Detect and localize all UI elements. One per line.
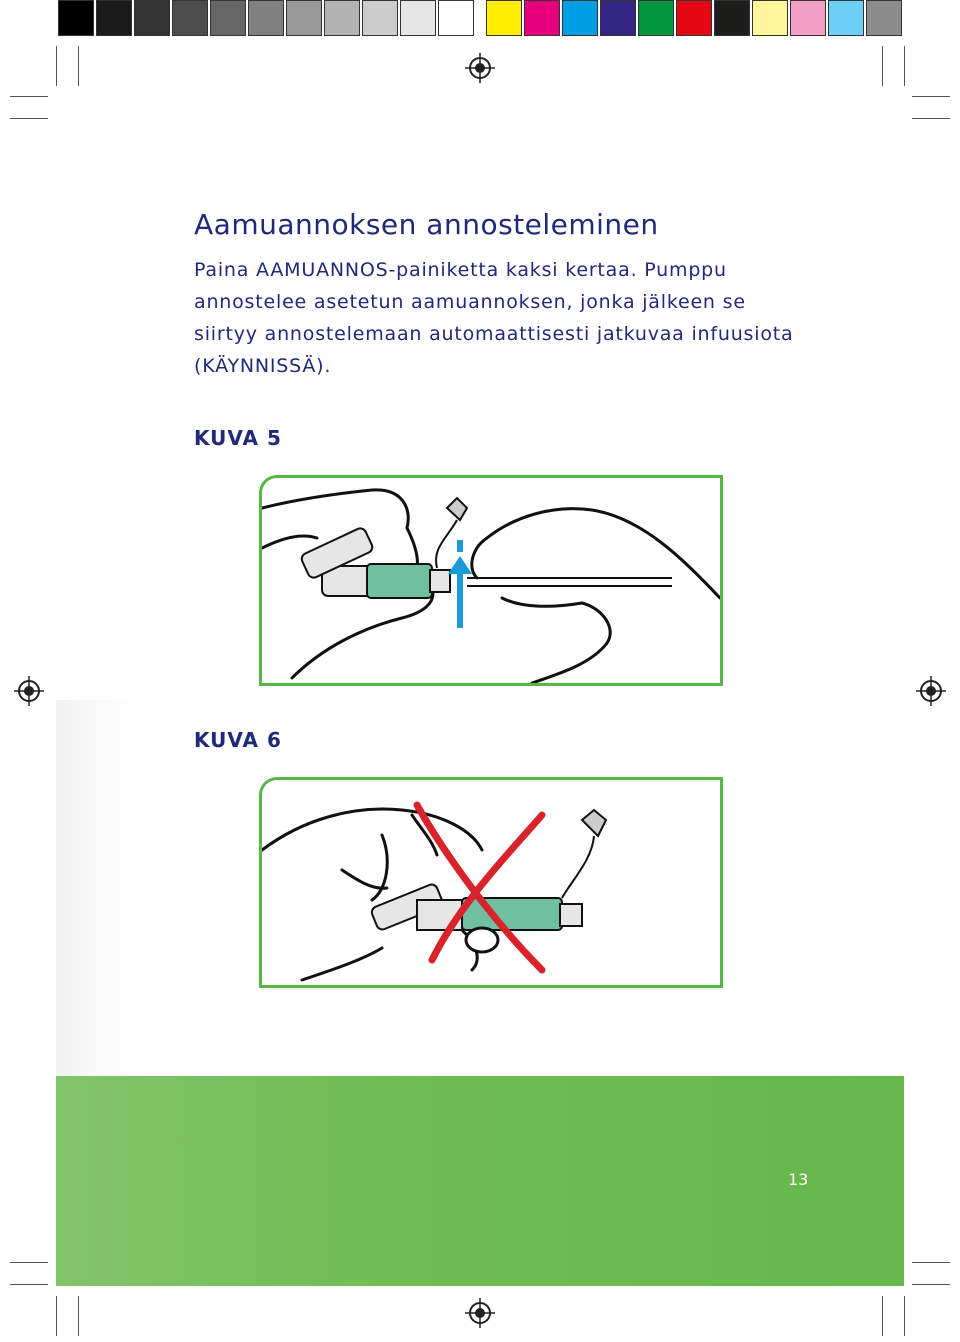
crop-mark [78,1296,79,1336]
up-arrow-icon [448,556,472,628]
color-swatch [324,0,360,36]
crop-mark [912,118,950,119]
crop-mark [912,1262,950,1263]
hand-holding-device-illustration [262,780,720,985]
crop-mark [56,1296,57,1336]
footer-band [56,1076,904,1286]
crop-mark [912,1284,950,1285]
crop-mark [10,118,48,119]
color-swatch [600,0,636,36]
page-title: Aamuannoksen annosteleminen [194,208,659,241]
registration-mark-icon [14,676,44,706]
color-swatch [790,0,826,36]
crop-mark [10,1262,48,1263]
color-swatch [638,0,674,36]
figure-6 [259,777,723,988]
color-swatch [134,0,170,36]
color-swatch [248,0,284,36]
color-swatch [210,0,246,36]
crop-mark [912,96,950,97]
figure-5 [259,475,723,686]
figure-5-label: KUVA 5 [194,426,282,450]
figure-6-label: KUVA 6 [194,728,282,752]
color-swatch [562,0,598,36]
instruction-paragraph: Paina AAMUANNOS-painiketta kaksi kertaa. Pumppu annostelee asetetun aamuannoksen, jonka jälkeen se siirtyy annostelemaan automaattisesti jatkuvaa infuusiota (KÄYNNISSÄ). [194,259,794,377]
page-shadow [56,700,136,1080]
color-swatch [676,0,712,36]
crop-mark [78,46,79,86]
color-swatch [362,0,398,36]
gray-swatch-bar [58,0,476,38]
registration-mark-icon [465,1298,495,1328]
registration-mark-icon [465,53,495,83]
crop-mark [882,46,883,86]
device-green-section [367,564,432,598]
crop-mark [904,1296,905,1336]
color-swatch [828,0,864,36]
color-swatch [438,0,474,36]
color-swatch [486,0,522,36]
crop-mark [882,1296,883,1336]
hands-pressing-button-illustration [262,478,720,683]
registration-mark-icon [916,676,946,706]
color-swatch [58,0,94,36]
device-green-section [462,898,562,930]
color-swatch [96,0,132,36]
crop-mark [10,1284,48,1285]
crop-mark [10,96,48,97]
color-swatch [752,0,788,36]
color-swatch-bar [486,0,904,38]
color-swatch [400,0,436,36]
color-swatch [172,0,208,36]
color-swatch [524,0,560,36]
color-swatch [714,0,750,36]
color-swatch [286,0,322,36]
page-number: 13 [788,1170,809,1189]
color-swatch [866,0,902,36]
crop-mark [56,46,57,86]
crop-mark [904,46,905,86]
